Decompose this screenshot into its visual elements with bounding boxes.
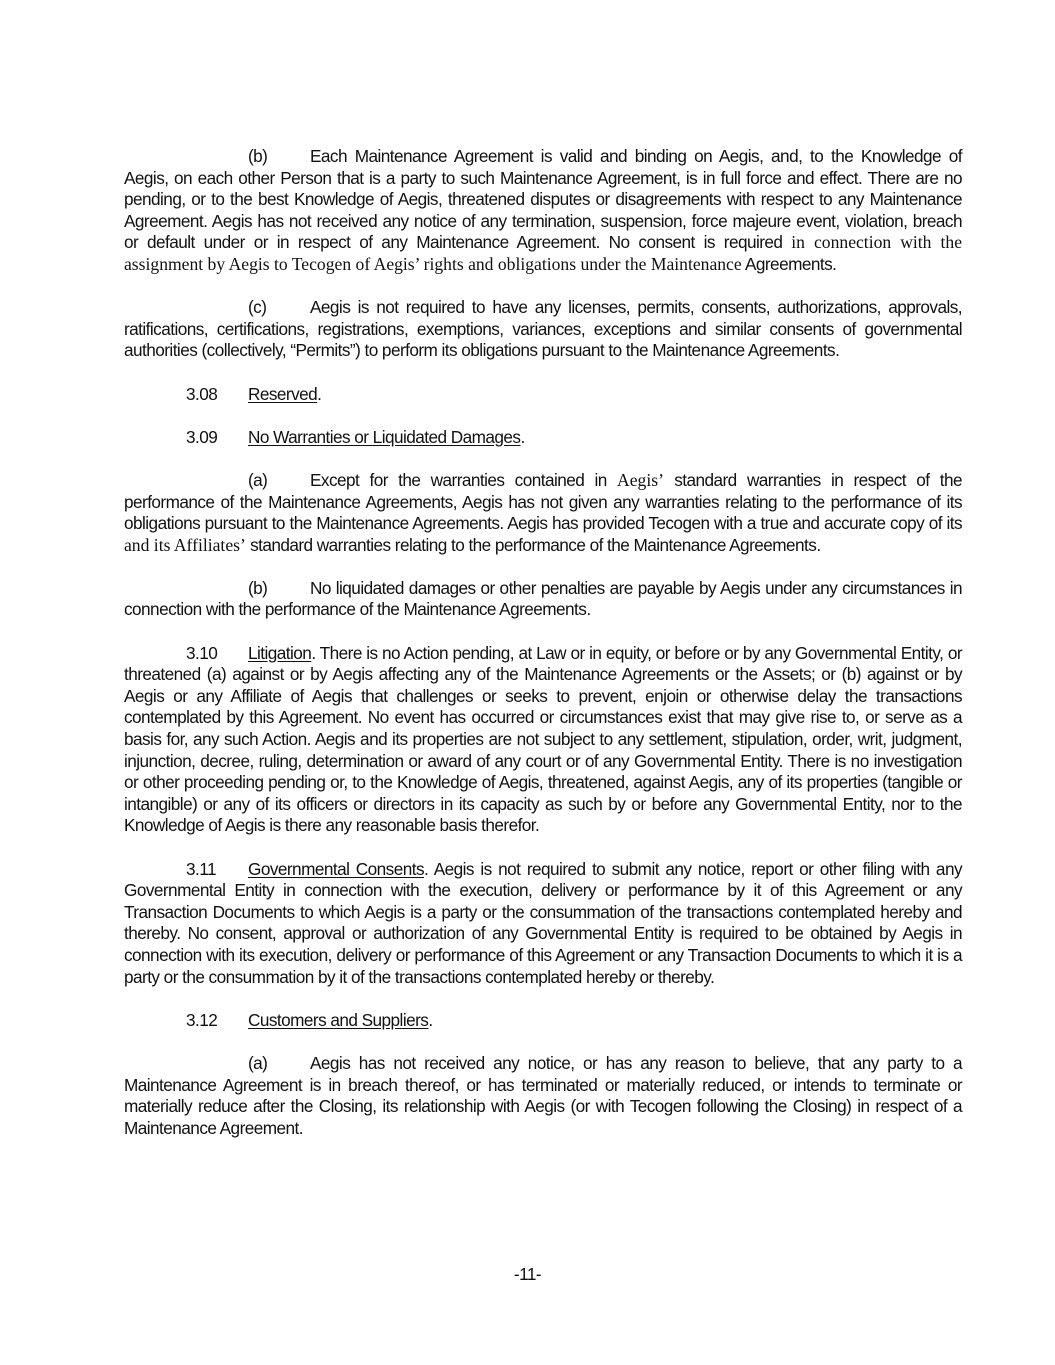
section-heading: Governmental Consents [248, 858, 425, 879]
section-heading: Customers and Suppliers [248, 1009, 429, 1030]
section-number: 3.10 [186, 642, 218, 663]
section-3-12: 3.12 Customers and Suppliers. [186, 1009, 433, 1030]
subsection-label: (a) [248, 1052, 268, 1073]
section-heading: No Warranties or Liquidated Damages [248, 426, 521, 447]
section-number: 3.11 [186, 858, 216, 879]
subsection-label: (b) [248, 146, 268, 166]
subsection-label: (c) [248, 297, 267, 318]
paragraph-3-12-a [124, 1053, 962, 1139]
section-number: 3.12 [186, 1009, 218, 1030]
section-3-08: 3.08 Reserved. [186, 383, 322, 404]
page-number: -11- [513, 1264, 542, 1284]
section-heading: Litigation [248, 642, 312, 663]
paragraph-3-09-b [124, 578, 962, 621]
document-page [124, 146, 962, 1161]
paragraph-text: No liquidated damages or other penalties are payable by Aegis under any circumstances in connection with the performance of the Maintenance Agreements. [124, 577, 962, 620]
section-3-10 [124, 643, 962, 837]
paragraph-text-serif: in connection with the assignment by Aegis to Tecogen of Aegis’ rights and obligations under the Maintenance [124, 232, 962, 274]
paragraph-text: Aegis is not required to have any licenses, permits, consents, authorizations, approvals, ratifications, certifications, registrations, exemptions, variances, exceptions and similar consents of governmental authorities (collectively, “Permits”) to perform its obligations pursuant to the Maintenance Agreements. [124, 297, 962, 361]
paragraph-text: Aegis has not received any notice, or has any reason to believe, that any party to a Maintenance Agreement is in breach thereof, or has terminated or materially reduced, or intends to terminate or materially reduce after the Closing, its relationship with Aegis (or with Tecogen following the Closing) in respect of a Maintenance Agreement. [124, 1052, 962, 1138]
paragraph-text-tail: Agreements. [741, 253, 837, 274]
section-heading: Reserved [248, 383, 318, 404]
section-number: 3.08 [186, 383, 218, 404]
paragraph-3-07-c [124, 297, 962, 362]
paragraph-3-07-b [124, 146, 962, 276]
section-number: 3.09 [186, 426, 218, 447]
section-text: . Aegis is not required to submit any notice, report or other filing with any Governmental Entity in connection with the execution, delivery or performance by it of this Agreement or any Transaction Documents to which Aegis is a party or the consummation of the transactions contemplated hereby and thereby. No consent, approval or authorization of any Governmental Entity is required to be obtained by Aegis in connection with its execution, delivery or performance of this Agreement or any Transaction Documents to which it is a party or the consummation by it of the transactions contemplated hereby or thereby. [124, 858, 962, 987]
paragraph-text: Each Maintenance Agreement is valid and binding on Aegis, and, to the Knowledge of Aegis, on each other Person that is a party to such Maintenance Agreement, is in full force and effect. There are no pending, or to the best Knowledge of Aegis, threatened disputes or disagreements with respect to any Maintenance Agreement. Aegis has not received any notice of any termination, suspension, force majeure event, violation, breach or default under or in respect of any Maintenance Agreement. No consent is required [124, 146, 962, 253]
section-3-09: 3.09 No Warranties or Liquidated Damages. [186, 426, 525, 447]
section-text: . There is no Action pending, at Law or in equity, or before or by any Governmental Entity, or threatened (a) against or by Aegis affecting any of the Maintenance Agreements or the Assets; or (b) against or by Aegis or any Affiliate of Aegis that challenges or seeks to prevent, enjoin or otherwise delay the transactions contemplated by this Agreement. No event has occurred or circumstances exist that may give rise to, or serve as a basis for, any such Action. Aegis and its properties are not subject to any settlement, stipulation, order, writ, judgment, injunction, decree, ruling, determination or award of any court or of any Governmental Entity. There is no investigation or other proceeding pending or, to the Knowledge of Aegis, threatened, against Aegis, any of its properties (tangible or intangible) or any of its officers or directors in its capacity as such by or before any Governmental Entity, nor to the Knowledge of Aegis is there any reasonable basis therefor. [124, 642, 962, 836]
subsection-label: (a) [248, 469, 268, 490]
section-3-11 [124, 859, 962, 989]
subsection-label: (b) [248, 577, 268, 598]
paragraph-3-09-a: (a) Except for the warranties contained in Aegis’ standard warranties in respect of the performance of the Maintenance Agreements, Aegis has not given any warranties relating to the performance of its obligations pursuant to the Maintenance Agreements. Aegis has provided Tecogen with a true and accurate copy of its and its Affiliates’ standard warranties relating to the performance of the Maintenance Agreements. [124, 469, 962, 555]
